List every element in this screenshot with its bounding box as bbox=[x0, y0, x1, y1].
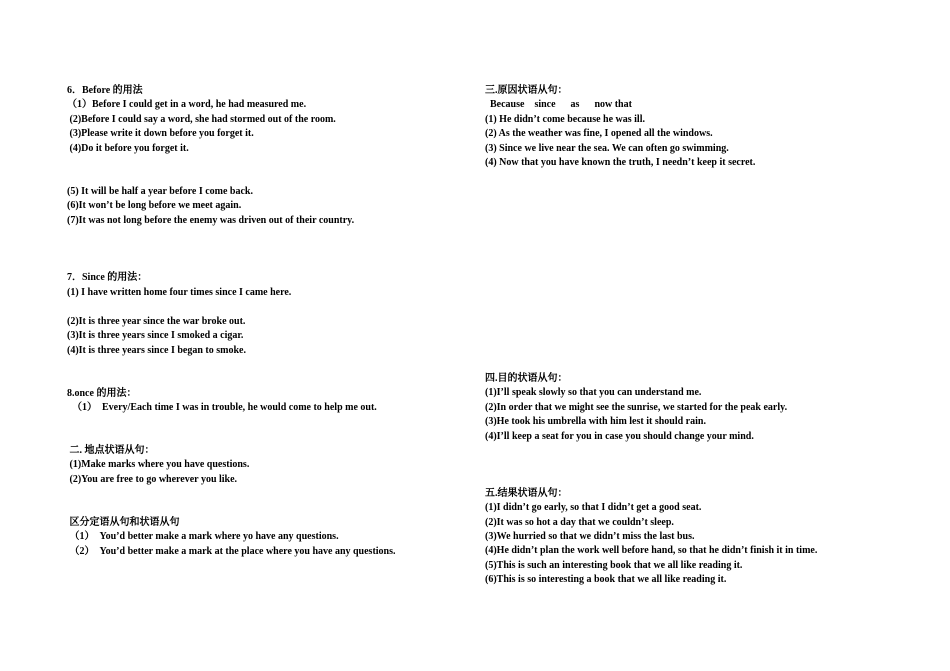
reason-example-2: (2) As the weather was fine, I opened all the windows. bbox=[485, 128, 713, 139]
result-example-1: (1)I didn’t go early, so that I didn’t get a good seat. bbox=[485, 502, 702, 513]
reason-example-4: (4) Now that you have known the truth, I needn’t keep it secret. bbox=[485, 157, 756, 168]
purpose-example-1: (1)I’ll speak slowly so that you can understand me. bbox=[485, 387, 702, 398]
result-clause-heading: 五.结果状语从句： bbox=[485, 488, 568, 499]
reason-conjunctions: Because since as now that bbox=[485, 99, 632, 110]
once-heading: 8.once 的用法： bbox=[67, 388, 137, 399]
purpose-example-2: (2)In order that we might see the sunrise, we started for the peak early. bbox=[485, 402, 788, 413]
before-example-1: （1）Before I could get in a word, he had measured me. bbox=[67, 99, 307, 110]
since-example-2: (2)It is three year since the war broke out. bbox=[67, 316, 246, 327]
distinguish-example-1: （1） You’d better make a mark where yo have any questions. bbox=[67, 531, 339, 542]
since-example-3: (3)It is three years since I smoked a cigar. bbox=[67, 330, 244, 341]
reason-example-1: (1) He didn’t come because he was ill. bbox=[485, 114, 645, 125]
reason-clause-heading: 三.原因状语从句： bbox=[485, 85, 568, 96]
before-example-6: (6)It won’t be long before we meet again. bbox=[67, 200, 242, 211]
result-example-6: (6)This is so interesting a book that we all like reading it. bbox=[485, 574, 727, 585]
since-heading: 7．Since 的用法： bbox=[67, 272, 148, 283]
purpose-example-3: (3)He took his umbrella with him lest it should rain. bbox=[485, 416, 706, 427]
place-example-2: (2)You are free to go wherever you like. bbox=[67, 474, 238, 485]
before-heading: 6．Before 的用法 bbox=[67, 85, 143, 96]
distinguish-example-2: （2） You’d better make a mark at the place where you have any questions. bbox=[67, 546, 396, 557]
place-clause-heading: 二. 地点状语从句： bbox=[67, 445, 155, 456]
since-example-1: (1) I have written home four times since I came here. bbox=[67, 287, 292, 298]
result-example-3: (3)We hurried so that we didn’t miss the last bus. bbox=[485, 531, 695, 542]
purpose-example-4: (4)I’ll keep a seat for you in case you should change your mind. bbox=[485, 431, 754, 442]
once-example-1: （1） Every/Each time I was in trouble, he would come to help me out. bbox=[67, 402, 377, 413]
place-example-1: (1)Make marks where you have questions. bbox=[67, 459, 250, 470]
before-example-2: (2)Before I could say a word, she had stormed out of the room. bbox=[67, 114, 336, 125]
since-example-4: (4)It is three years since I began to smoke. bbox=[67, 345, 246, 356]
before-example-3: (3)Please write it down before you forget it. bbox=[67, 128, 254, 139]
purpose-clause-heading: 四.目的状语从句： bbox=[485, 373, 568, 384]
distinguish-heading: 区分定语从句和状语从句 bbox=[67, 517, 180, 528]
before-example-5: (5) It will be half a year before I come back. bbox=[67, 186, 253, 197]
before-example-4: (4)Do it before you forget it. bbox=[67, 143, 189, 154]
before-example-7: (7)It was not long before the enemy was driven out of their country. bbox=[67, 215, 355, 226]
reason-example-3: (3) Since we live near the sea. We can often go swimming. bbox=[485, 143, 729, 154]
result-example-2: (2)It was so hot a day that we couldn’t sleep. bbox=[485, 517, 674, 528]
result-example-4: (4)He didn’t plan the work well before hand, so that he didn’t finish it in time. bbox=[485, 545, 818, 556]
result-example-5: (5)This is such an interesting book that we all like reading it. bbox=[485, 560, 743, 571]
